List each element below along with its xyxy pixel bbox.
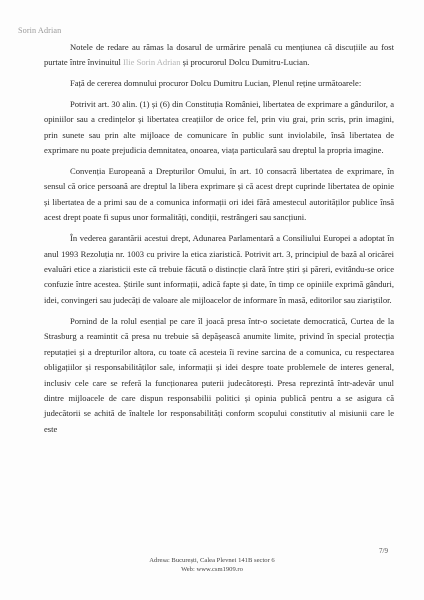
paragraph-constitution: Potrivit art. 30 alin. (1) și (6) din Constituția României, libertatea de exprimare a gândurilor, a opiniilor sau a credințelor și libertatea creațiilor de orice fel, prin viu grai, prin scris, prin imagini, prin sunete sau prin alte mijloace de comunicare în public sunt inviolabile, însă libertatea de exprimare nu poate prejudicia demnitatea, onoarea, viața particulară sau dreptul la propria imagine. [44,98,394,156]
paragraph-notes-text-a: Notele de redare au rămas la dosarul de urmărire penală cu mențiunea că discuțiile au fost purtate între învinuitul [44,42,394,68]
paragraph-convention: Convenția Europeană a Drepturilor Omului, în art. 10 consacră libertatea de exprimare, în sensul că orice persoană are dreptul la libera exprimare și că acest drept cuprinde libertatea de opinie și libertatea de a primi sau de a comunica informații ori idei fără amestecul autorităților publice însă acest drept poate fi supus unor formalități, condiții, restrângeri sau sancțiuni. [44,166,394,223]
page-footer [0,557,424,575]
paragraph-notes [44,40,394,71]
redacted-defendant-name: Ilie Sorin Adrian [123,57,181,68]
page-number: 7/9 [379,547,388,555]
document-body [44,40,394,443]
footer-address: Adresa: București, Calea Plevnei 141B sector 6 [149,557,275,564]
redacted-header-name: Sorin Adrian [18,26,62,35]
footer-web: Web: www.csm1909.ro [181,565,243,573]
paragraph-strasbourg: Pornind de la rolul esențial pe care îl joacă presa într-o societate democratică, Curtea de la Strasburg a reamintit că presa nu trebuie să depășească anumite limite, privind în special protecția reputației și a drepturilor altora, cu toate că acesteia îi revine sarcina de a comunica, cu respectarea obligațiilor și responsabilităților sale, informații și idei despre toate problemele de interes general, inclusiv cele care se referă la funcționarea puterii judecătorești. Presa reprezintă într-adevăr unul dintre mijloacele de care dispun responsabilii politici și opinia publică pentru a se asigura că judecătorii se achită de înaltele lor responsabilități conform scopului constitutiv al misiunii care le este [44,315,394,434]
paragraph-notes-text-b: și procurorul Dolcu Dumitru-Lucian. [182,57,310,68]
paragraph-resolution: În vederea garantării acestui drept, Adunarea Parlamentară a Consiliului Europei a adoptat în anul 1993 Rezoluția nr. 1003 cu privire la etica ziaristică. Potrivit art. 3, principiul de bază al oricărei evaluări etice a ziaristicii este că trebuie făcută o distincție clară între știri și păreri, evitându-se orice confuzie între acestea. Știrile sunt informații, adică fapte și date, în timp ce opiniile exprimă gânduri, idei, convingeri sau judecăți de valoare ale mijloacelor de informare în masă, editorilor sau ziariștilor. [44,233,394,305]
paragraph-request: Față de cererea domnului procuror Dolcu Dumitru Lucian, Plenul reține următoarele: [70,77,362,88]
